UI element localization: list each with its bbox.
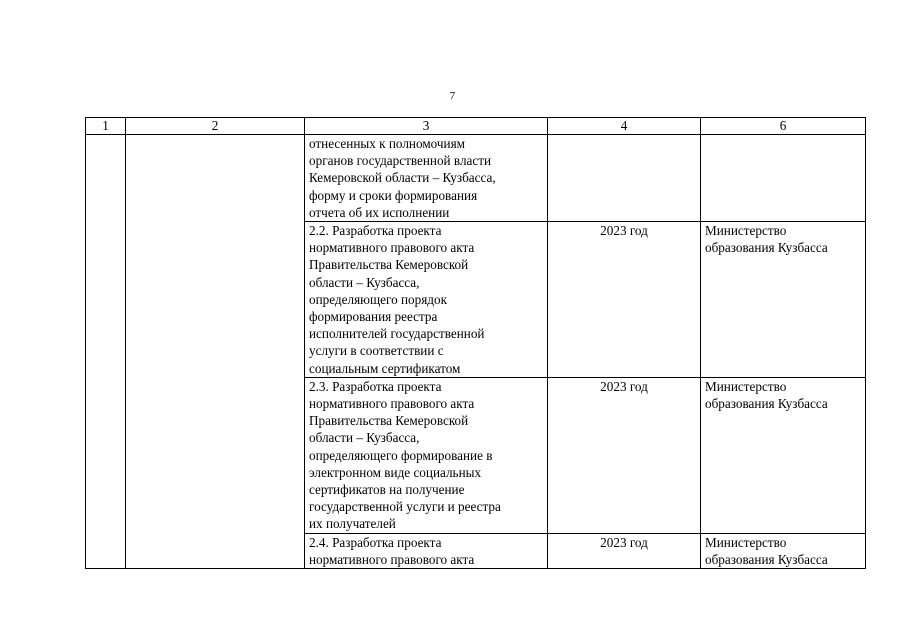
task-line: органов государственной власти bbox=[309, 153, 492, 169]
table-row bbox=[86, 135, 866, 222]
column-number-3: 3 bbox=[305, 118, 548, 135]
year-cell: 2023 год bbox=[548, 533, 701, 568]
task-cell bbox=[305, 533, 548, 568]
page-number: 7 bbox=[449, 90, 456, 102]
number-cell bbox=[86, 135, 126, 569]
task-line: социальным сертификатом bbox=[309, 360, 461, 376]
executor-line: Министерство bbox=[705, 223, 787, 239]
task-line: услуги в соответствии с bbox=[309, 343, 444, 359]
executor-cell bbox=[701, 533, 866, 568]
activity-table bbox=[85, 117, 866, 569]
column-number-1: 1 bbox=[86, 118, 126, 135]
task-line: определяющего порядок bbox=[309, 291, 447, 307]
task-line: Правительства Кемеровской bbox=[309, 257, 469, 273]
executor-cell bbox=[701, 135, 866, 222]
task-line: сертификатов на получение bbox=[309, 482, 465, 498]
task-line: форму и сроки формирования bbox=[309, 187, 478, 203]
executor-cell bbox=[701, 222, 866, 378]
executor-line: образования Кузбасса bbox=[705, 240, 828, 256]
task-line: области – Кузбасса, bbox=[309, 274, 420, 290]
task-line: Правительства Кемеровской bbox=[309, 413, 469, 429]
task-line: 2.3. Разработка проекта bbox=[309, 378, 442, 394]
task-line: 2.4. Разработка проекта bbox=[309, 534, 442, 550]
executor-line: Министерство bbox=[705, 378, 787, 394]
year-cell: 2023 год bbox=[548, 377, 701, 533]
task-line: государственной услуги и реестра bbox=[309, 499, 501, 515]
task-cell bbox=[305, 135, 548, 222]
column-number-row bbox=[86, 118, 866, 135]
executor-line: образования Кузбасса bbox=[705, 396, 828, 412]
year-cell: 2023 год bbox=[548, 222, 701, 378]
measure-cell bbox=[126, 135, 305, 569]
task-line: отчета об их исполнении bbox=[309, 204, 450, 220]
task-line: исполнителей государственной bbox=[309, 326, 485, 342]
task-line: отнесенных к полномочиям bbox=[309, 136, 466, 151]
task-line: электронном виде социальных bbox=[309, 464, 482, 480]
executor-cell bbox=[701, 377, 866, 533]
task-line: нормативного правового акта bbox=[309, 240, 475, 256]
executor-line: Министерство bbox=[705, 534, 787, 550]
task-line: формирования реестра bbox=[309, 309, 438, 325]
task-line: Кемеровской области – Кузбасса, bbox=[309, 170, 496, 186]
column-number-4: 4 bbox=[548, 118, 701, 135]
executor-line: образования Кузбасса bbox=[705, 551, 828, 567]
task-cell bbox=[305, 222, 548, 378]
column-number-2: 2 bbox=[126, 118, 305, 135]
year-cell bbox=[548, 135, 701, 222]
task-cell bbox=[305, 377, 548, 533]
task-line: нормативного правового акта bbox=[309, 551, 475, 567]
task-line: 2.2. Разработка проекта bbox=[309, 223, 442, 239]
task-line: области – Кузбасса, bbox=[309, 430, 420, 446]
task-line: определяющего формирование в bbox=[309, 447, 493, 463]
task-line: их получателей bbox=[309, 516, 396, 532]
column-number-6: 6 bbox=[701, 118, 866, 135]
task-line: нормативного правового акта bbox=[309, 396, 475, 412]
